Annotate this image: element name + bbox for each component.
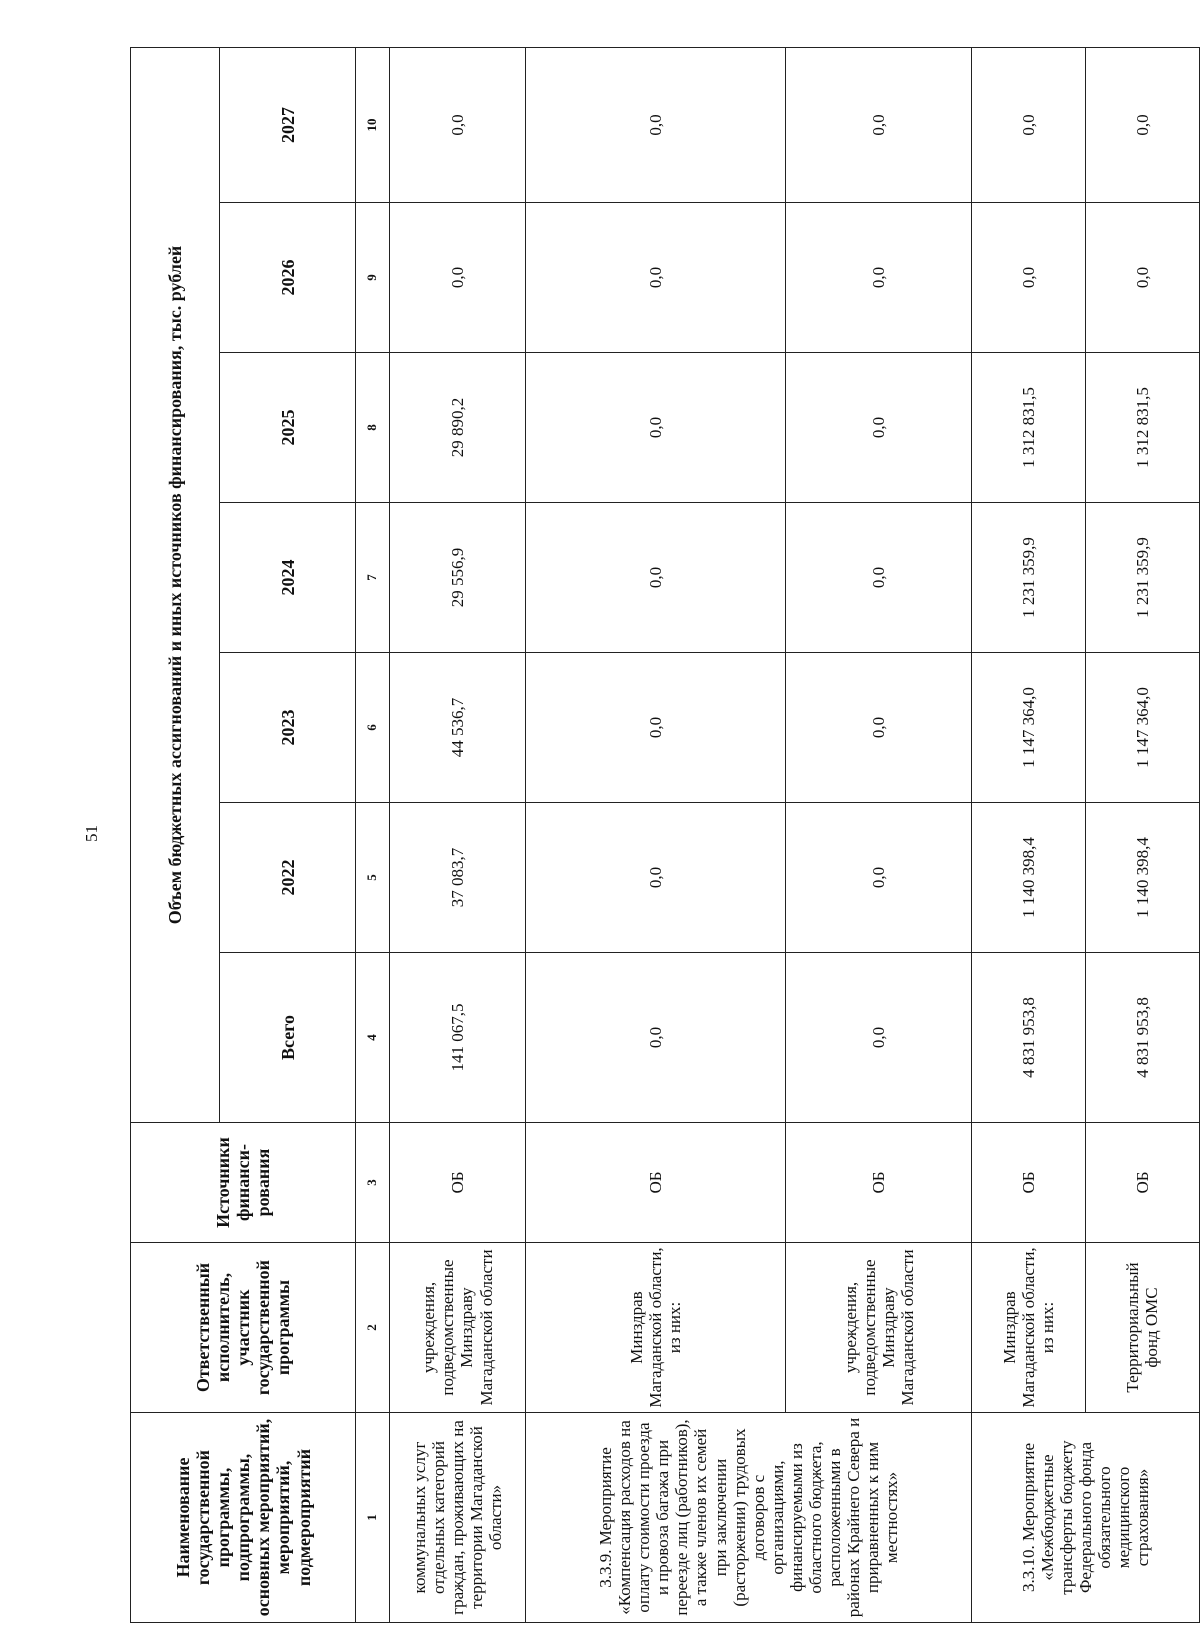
col-number: 10 — [356, 47, 389, 202]
value-cell: 0,0 — [526, 803, 786, 953]
value-cell: 0,0 — [526, 503, 786, 653]
table-row — [972, 47, 1086, 1622]
row-executor: Минздрав Магаданской области, из них: — [526, 1243, 786, 1413]
value-cell: 4 831 953,8 — [1085, 953, 1199, 1123]
value-cell: 1 312 831,5 — [1085, 353, 1199, 503]
row-executor: Территориальный фонд ОМС — [1085, 1243, 1199, 1413]
value-cell: 1 147 364,0 — [1085, 653, 1199, 803]
rotated-table-container — [130, 48, 1200, 1623]
value-cell: 0,0 — [786, 203, 972, 353]
row-name: 3.3.10. Мероприятие «Межбюджетные трансферты бюджету Федерального фонда обязательного медицинского страхования» — [972, 1413, 1200, 1623]
value-cell: 44 536,7 — [389, 653, 525, 803]
header-name: Наименование государственной программы, подпрограммы, основных мероприятий, мероприятий, подмероприятий — [131, 1413, 356, 1623]
value-cell: 0,0 — [786, 353, 972, 503]
table-row — [1085, 47, 1199, 1622]
value-cell: 4 831 953,8 — [972, 953, 1086, 1123]
value-cell: 0,0 — [526, 953, 786, 1123]
row-source: ОБ — [972, 1123, 1086, 1243]
value-cell: 0,0 — [526, 353, 786, 503]
value-cell: 0,0 — [526, 203, 786, 353]
row-name: 3.3.9. Мероприятие «Компенсация расходов на оплату стоимости проезда и провоза багажа при переезде лиц (работников), а также членов их семей при заключении (расторжении) трудовых договоров с организациями, финансируемыми из областного бюджета, расположенными в районах Крайнего Севера и приравненных к ним местностях» — [526, 1413, 972, 1623]
page-number: 51 — [82, 825, 101, 842]
value-cell: 1 140 398,4 — [1085, 803, 1199, 953]
row-executor: учреждения, подведомственные Минздраву Магаданской области — [389, 1243, 525, 1413]
header-year-2022: 2022 — [220, 803, 356, 953]
col-number: 3 — [356, 1123, 389, 1243]
table-row — [526, 47, 786, 1622]
value-cell: 0,0 — [526, 653, 786, 803]
value-cell: 29 556,9 — [389, 503, 525, 653]
value-cell: 0,0 — [972, 203, 1086, 353]
value-cell: 29 890,2 — [389, 353, 525, 503]
value-cell: 0,0 — [1085, 203, 1199, 353]
value-cell: 0,0 — [786, 803, 972, 953]
header-financing-group: Объем бюджетных ассигнований и иных источников финансирования, тыс. рублей — [131, 47, 220, 1122]
value-cell: 0,0 — [389, 47, 525, 202]
header-total: Всего — [220, 953, 356, 1123]
header-year-2023: 2023 — [220, 653, 356, 803]
value-cell: 1 231 359,9 — [1085, 503, 1199, 653]
value-cell: 0,0 — [786, 47, 972, 202]
row-source: ОБ — [526, 1123, 786, 1243]
value-cell: 1 140 398,4 — [972, 803, 1086, 953]
value-cell: 0,0 — [786, 503, 972, 653]
row-executor: учреждения, подведомственные Минздраву Магаданской области — [786, 1243, 972, 1413]
header-year-2024: 2024 — [220, 503, 356, 653]
value-cell: 37 083,7 — [389, 803, 525, 953]
value-cell: 0,0 — [389, 203, 525, 353]
value-cell: 141 067,5 — [389, 953, 525, 1123]
col-number: 5 — [356, 803, 389, 953]
row-source: ОБ — [786, 1123, 972, 1243]
header-year-2025: 2025 — [220, 353, 356, 503]
col-number: 8 — [356, 353, 389, 503]
table-row — [786, 47, 972, 1622]
value-cell: 0,0 — [972, 47, 1086, 202]
header-source: Источники финанси-рования — [131, 1123, 356, 1243]
value-cell: 1 312 831,5 — [972, 353, 1086, 503]
col-number: 2 — [356, 1243, 389, 1413]
header-year-2027: 2027 — [220, 47, 356, 202]
col-number: 6 — [356, 653, 389, 803]
col-number: 1 — [356, 1413, 389, 1623]
col-number: 4 — [356, 953, 389, 1123]
table-row — [389, 47, 525, 1622]
value-cell: 0,0 — [1085, 47, 1199, 202]
value-cell: 0,0 — [786, 653, 972, 803]
row-executor: Минздрав Магаданской области, из них: — [972, 1243, 1086, 1413]
col-number: 9 — [356, 203, 389, 353]
value-cell: 0,0 — [526, 47, 786, 202]
value-cell: 1 147 364,0 — [972, 653, 1086, 803]
row-source: ОБ — [389, 1123, 525, 1243]
col-number: 7 — [356, 503, 389, 653]
header-year-2026: 2026 — [220, 203, 356, 353]
row-source: ОБ — [1085, 1123, 1199, 1243]
column-numbers-row — [356, 47, 389, 1622]
row-name: коммунальных услуг отдельных категорий граждан, проживающих на территории Магаданской области» — [389, 1413, 525, 1623]
financing-table — [130, 47, 1200, 1623]
value-cell: 0,0 — [786, 953, 972, 1123]
value-cell: 1 231 359,9 — [972, 503, 1086, 653]
header-executor: Ответственный исполнитель, участник государственной программы — [131, 1243, 356, 1413]
